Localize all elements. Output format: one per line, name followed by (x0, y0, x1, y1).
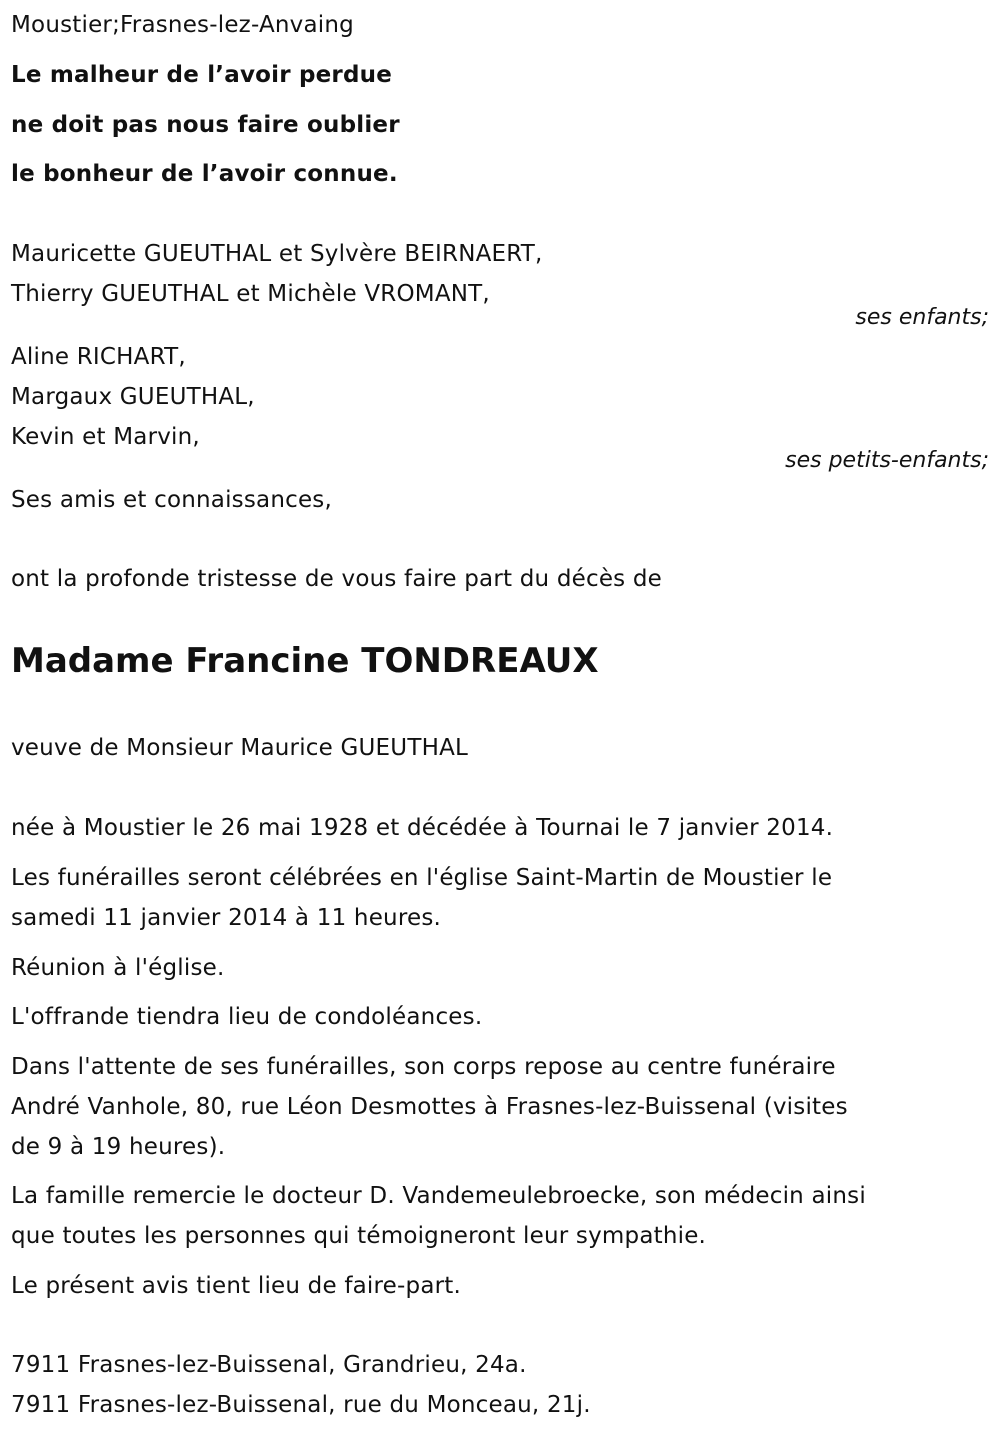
funeral-line: Les funérailles seront célébrées en l'église Saint-Martin de Moustier le (11, 865, 833, 891)
rest-line: Dans l'attente de ses funérailles, son corps repose au centre funéraire (11, 1054, 836, 1080)
quote-line: le bonheur de l’avoir connue. (11, 161, 398, 187)
rest-line: André Vanhole, 80, rue Léon Desmottes à Frasnes-lez-Buissenal (visites (11, 1094, 848, 1120)
grandchild-name: Margaux GUEUTHAL, (11, 384, 255, 410)
thanks-line: La famille remercie le docteur D. Vandemeulebroecke, son médecin ainsi (11, 1183, 866, 1209)
funeral-line: samedi 11 janvier 2014 à 11 heures. (11, 905, 442, 931)
friends-line: Ses amis et connaissances, (11, 487, 332, 513)
child-name: Mauricette GUEUTHAL et Sylvère BEIRNAERT, (11, 241, 543, 267)
widow-of-line: veuve de Monsieur Maurice GUEUTHAL (11, 735, 469, 761)
birth-death-line: née à Moustier le 26 mai 1928 et décédée à Tournai le 7 janvier 2014. (11, 815, 834, 841)
notice-line: Le présent avis tient lieu de faire-part. (11, 1273, 462, 1299)
address-line: 7911 Frasnes-lez-Buissenal, rue du Monceau, 21j. (11, 1392, 591, 1418)
meeting-line: Réunion à l'église. (11, 955, 225, 981)
children-relation-label: ses enfants; (855, 305, 989, 330)
child-name: Thierry GUEUTHAL et Michèle VROMANT, (11, 281, 490, 307)
rest-line: de 9 à 19 heures). (11, 1134, 226, 1160)
announcement-intro: ont la profonde tristesse de vous faire part du décès de (11, 566, 663, 592)
offering-line: L'offrande tiendra lieu de condoléances. (11, 1004, 483, 1030)
address-line: 7911 Frasnes-lez-Buissenal, Grandrieu, 24a. (11, 1352, 527, 1378)
location-header: Moustier;Frasnes-lez-Anvaing (11, 12, 354, 38)
thanks-line: que toutes les personnes qui témoigneront leur sympathie. (11, 1223, 707, 1249)
deceased-name: Madame Francine TONDREAUX (11, 641, 599, 681)
grandchild-name: Aline RICHART, (11, 344, 186, 370)
quote-line: Le malheur de l’avoir perdue (11, 62, 393, 88)
quote-line: ne doit pas nous faire oublier (11, 112, 400, 138)
grandchildren-relation-label: ses petits-enfants; (785, 448, 989, 473)
grandchild-name: Kevin et Marvin, (11, 424, 200, 450)
